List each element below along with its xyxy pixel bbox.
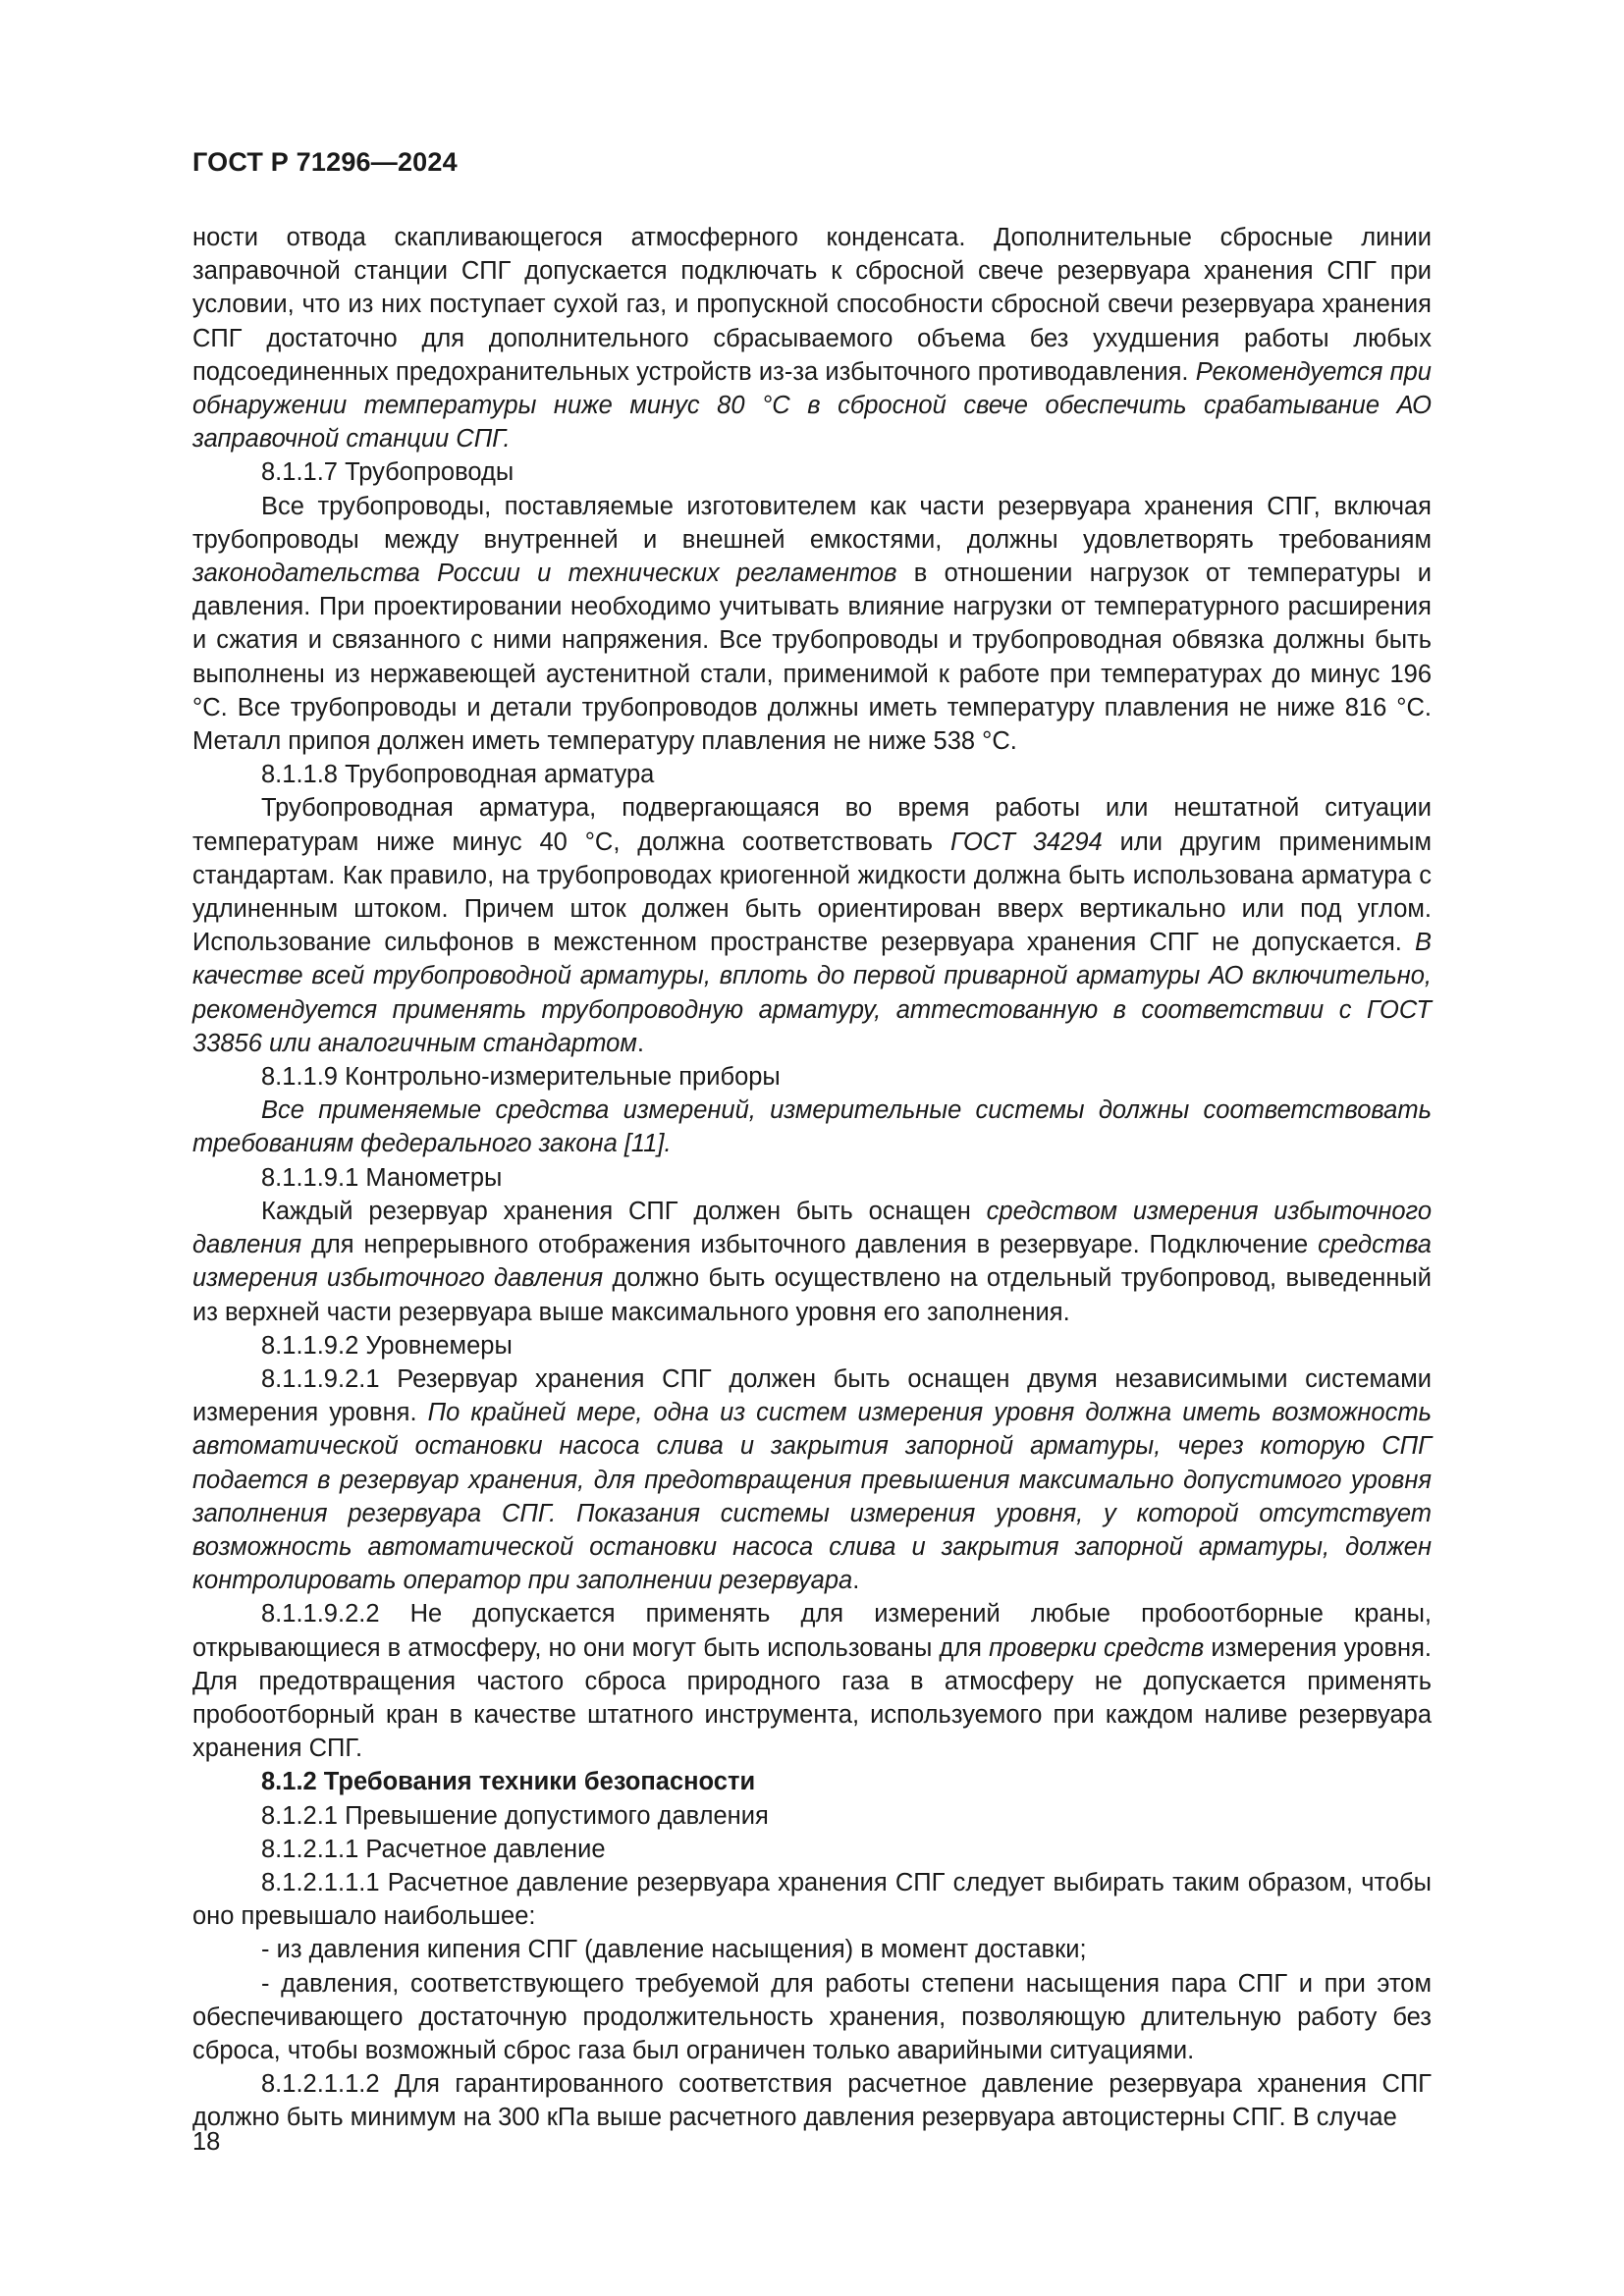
section-heading-8-1-2: 8.1.2 Требования техники безопасности bbox=[261, 1768, 756, 1796]
paragraph-instruments: Все применяемые средства измерений, измерительные системы должны соответствовать требованиям федерального закона [11]. bbox=[192, 1096, 1432, 1158]
section-heading-8-1-1-7: 8.1.1.7 Трубопроводы bbox=[261, 458, 514, 487]
section-heading-8-1-2-1: 8.1.2.1 Превышение допустимого давления bbox=[261, 1801, 769, 1830]
section-heading-8-1-2-1-1: 8.1.2.1.1 Расчетное давление bbox=[261, 1835, 606, 1863]
document-body bbox=[192, 221, 1432, 2135]
page-number: 18 bbox=[192, 2128, 221, 2156]
document-header: ГОСТ Р 71296—2024 bbox=[192, 147, 458, 177]
paragraph-design-pressure-2: 8.1.2.1.1.2 Для гарантированного соответствия расчетное давление резервуара хранения СПГ должно быть минимум на 300 кПа выше расчетного давления резервуара автоцистерны СПГ. В случае bbox=[192, 2070, 1432, 2132]
section-heading-8-1-1-9-1: 8.1.1.9.1 Манометры bbox=[261, 1163, 503, 1192]
paragraph-level-gauges-1: 8.1.1.9.2.1 Резервуар хранения СПГ должен быть оснащен двумя независимыми системами измерения уровня. По крайней мере, одна из систем измерения уровня должна иметь возможность автоматической остановки насоса слива и закрытия запорной арматуры, через которую СПГ подается в резервуар хранения, для предотвращения превышения максимально допустимого уровня заполнения резервуара СПГ. Показания системы измерения уровня, у которой отсутствует возможность автоматической остановки насоса слива и закрытия запорной арматуры, должен контролировать оператор при заполнении резервуара. bbox=[192, 1364, 1432, 1595]
paragraph-manometers: Каждый резервуар хранения СПГ должен быть оснащен средством измерения избыточного давления для непрерывного отображения избыточного давления в резервуаре. Подключение средства измерения избыточного давления должно быть осуществлено на отдельный трубопровод, выведенный из верхней части резервуара выше максимального уровня его заполнения. bbox=[192, 1197, 1433, 1326]
list-item: - давления, соответствующего требуемой для работы степени насыщения пара СПГ и при этом обеспечивающего достаточную продолжительность хранения, позволяющую длительную работу без сброса, чтобы возможный сброс газа был ограничен только аварийными ситуациями. bbox=[192, 1969, 1432, 2064]
section-heading-8-1-1-8: 8.1.1.8 Трубопроводная арматура bbox=[261, 761, 655, 789]
paragraph-design-pressure: 8.1.2.1.1.1 Расчетное давление резервуара хранения СПГ следует выбирать таким образом, чтобы оно превышало наибольшее: bbox=[192, 1868, 1432, 1931]
section-heading-8-1-1-9-2: 8.1.1.9.2 Уровнемеры bbox=[261, 1331, 513, 1360]
italic-recommendation: Рекомендуется при обнаружении температуры ниже минус 80 °С в сбросной свече обеспечить срабатывание АО заправочной станции СПГ. bbox=[192, 357, 1432, 454]
paragraph-valves: Трубопроводная арматура, подвергающаяся во время работы или нештатной ситуации температурам ниже минус 40 °С, должна соответствовать ГОСТ 34294 или другим применимым стандартам. Как правило, на трубопроводах криогенной жидкости должна быть использована арматура с удлиненным штоком. Причем шток должен быть ориентирован вверх вертикально или под углом. Использование сильфонов в межстенном пространстве резервуара хранения СПГ не допускается. В качестве всей трубопроводной арматуры, вплоть до первой приварной арматуры АО включительно, рекомендуется применять трубопроводную арматуру, аттестованную в соответствии с ГОСТ 33856 или аналогичным стандартом. bbox=[192, 794, 1432, 1057]
list-item: - из давления кипения СПГ (давление насыщения) в момент доставки; bbox=[261, 1936, 1087, 1964]
paragraph-continuation: ности отвода скапливающегося атмосферного конденсата. Дополнительные сбросные линии заправочной станции СПГ допускается подключать к сбросной свече резервуара хранения СПГ при условии, что из них поступает сухой газ, и пропускной способности сбросной свечи резервуара хранения СПГ достаточно для дополнительного сбрасываемого объема без ухудшения работы любых подсоединенных предохранительных устройств из-за избыточного противодавления. Рекомендуется при обнаружении температуры ниже минус 80 °С в сбросной свече обеспечить срабатывание АО заправочной станции СПГ. bbox=[192, 224, 1432, 454]
paragraph-pipelines: Все трубопроводы, поставляемые изготовителем как части резервуара хранения СПГ, включая трубопроводы между внутренней и внешней емкостями, должны удовлетворять требованиям законодательства России и технических регламентов в отношении нагрузок от температуры и давления. При проектировании необходимо учитывать влияние нагрузки от температурного расширения и сжатия и связанного с ними напряжения. Все трубопроводы и трубопроводная обвязка должны быть выполнены из нержавеющей аустенитной стали, применимой к работе при температурах до минус 196 °С. Все трубопроводы и детали трубопроводов должны иметь температуру плавления не ниже 816 °С. Металл припоя должен иметь температуру плавления не ниже 538 °С. bbox=[192, 492, 1432, 756]
paragraph-level-gauges-2: 8.1.1.9.2.2 Не допускается применять для измерений любые пробоотборные краны, открывающиеся в атмосферу, но они могут быть использованы для проверки средств измерения уровня. Для предотвращения частого сброса природного газа в атмосферу не допускается применять пробоотборный кран в качестве штатного инструмента, используемого при каждом наливе резервуара хранения СПГ. bbox=[192, 1600, 1433, 1763]
section-heading-8-1-1-9: 8.1.1.9 Контрольно-измерительные приборы bbox=[261, 1063, 781, 1092]
